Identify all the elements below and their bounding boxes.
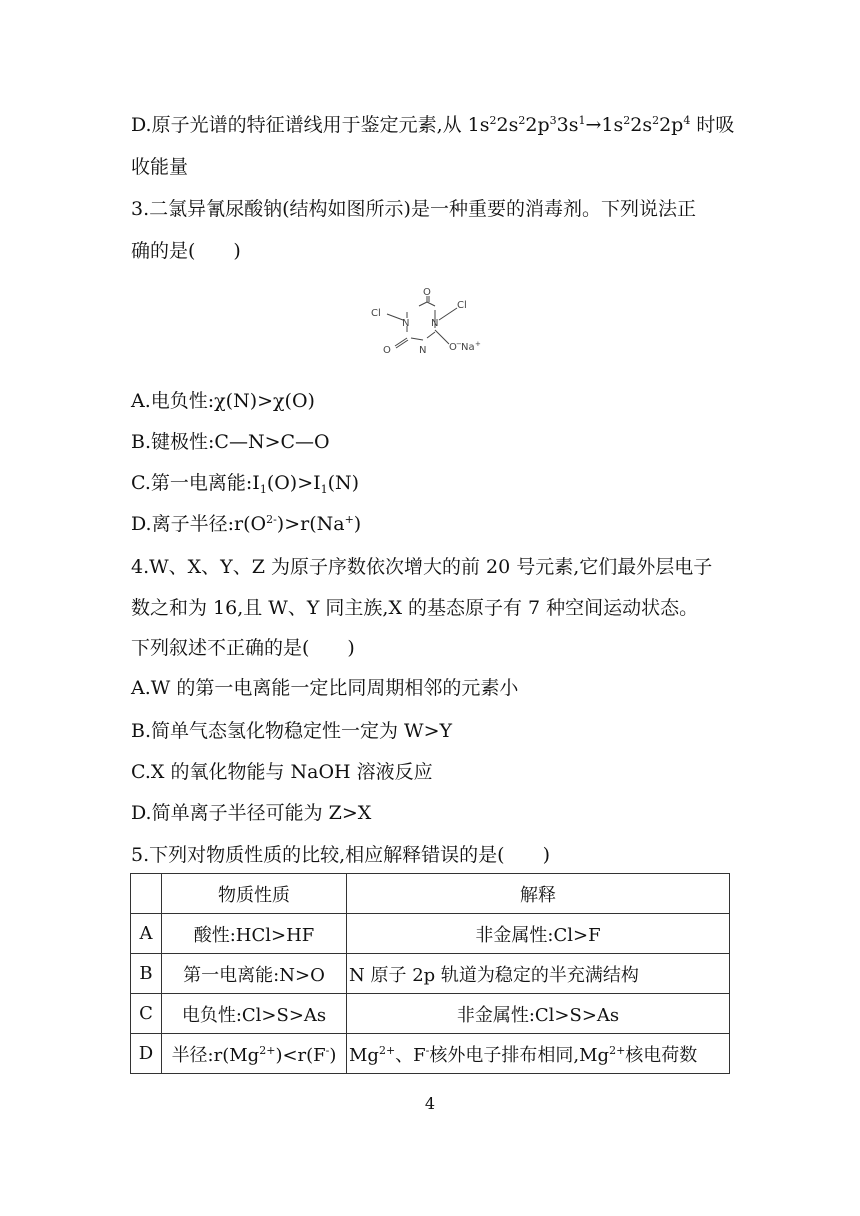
nitrogen-bottom-label: N [419, 345, 427, 356]
q4-stem-line1: 4.W、X、Y、Z 为原子序数依次增大的前 20 号元素,它们最外层电子 [131, 556, 713, 578]
chlorine-right-label: Cl [457, 300, 467, 311]
q3-option-b: B.键极性:C—N>C—O [131, 431, 330, 453]
oxygen-bottom-label: O [383, 345, 391, 356]
nitrogen-left-label: N [402, 318, 410, 329]
dichloroisocyanurate-structure [365, 286, 495, 358]
q3-option-a: A.电负性:χ(N)>χ(O) [131, 390, 315, 412]
option-d-spectrum: D.原子光谱的特征谱线用于鉴定元素,从 $1s^22s^22p^33s^1\to 1s^22s^22p^4$ 时吸 [131, 114, 735, 136]
q3-option-d: D.离子半径$:r(O^{2-})>r(Na^+)$ [131, 513, 362, 535]
table-row [131, 994, 730, 1034]
row-explanation: 非金属性:Cl>F [347, 914, 730, 954]
row-label: B [131, 954, 162, 994]
row-explanation: 非金属性:Cl>S>As [347, 994, 730, 1034]
table-row [131, 1034, 730, 1074]
table-header-cell: 物质性质 [162, 874, 347, 914]
oxygen-top-label: O [423, 287, 431, 298]
oxide-charge: − [456, 340, 462, 348]
row-property: 半径$:r(Mg^{2+})<r(F^-)$ [162, 1034, 347, 1074]
q5-stem: 5.下列对物质性质的比较,相应解释错误的是( ) [131, 844, 550, 866]
q4-option-b: B.简单气态氢化物稳定性一定为 W>Y [131, 720, 453, 742]
q3-option-c: C.第一电离能$:I_1(O)>I_1(N)$ [131, 472, 360, 496]
table-header-cell [131, 874, 162, 914]
q4-option-a: A.W 的第一电离能一定比同周期相邻的元素小 [131, 677, 519, 699]
row-label: A [131, 914, 162, 954]
nitrogen-right-label: N [431, 318, 439, 329]
row-explanation: N 原子 2p 轨道为稳定的半充满结构 [347, 954, 730, 994]
row-label: D [131, 1034, 162, 1074]
oxide-label: O [449, 342, 457, 353]
option-d-spectrum-cont: 收能量 [131, 156, 189, 178]
row-label: C [131, 994, 162, 1034]
q3-stem-line2: 确的是( ) [131, 240, 241, 262]
table-header-cell: 解释 [347, 874, 730, 914]
table-header-row [131, 874, 730, 914]
sodium-charge: + [475, 340, 481, 348]
q4-option-c: C.X 的氧化物能与 NaOH 溶液反应 [131, 761, 433, 783]
q4-stem-line2: 数之和为 16,且 W、Y 同主族,X 的基态原子有 7 种空间运动状态。 [131, 597, 699, 619]
q4-option-d: D.简单离子半径可能为 Z>X [131, 802, 372, 824]
q3-stem-line1: 3.二氯异氰尿酸钠(结构如图所示)是一种重要的消毒剂。下列说法正 [131, 198, 696, 220]
page-number: 4 [424, 1094, 436, 1113]
row-property: 第一电离能:N>O [162, 954, 347, 994]
row-property: 电负性:Cl>S>As [162, 994, 347, 1034]
table-row [131, 914, 730, 954]
comparison-table [130, 873, 730, 1074]
sodium-label: Na [461, 342, 475, 353]
q4-stem-line3: 下列叙述不正确的是( ) [131, 637, 355, 659]
table-row [131, 954, 730, 994]
chlorine-left-label: Cl [371, 308, 381, 319]
row-explanation: $Mg^{2+}$、F-核外电子排布相同$,Mg^{2+}$核电荷数 [347, 1034, 730, 1074]
row-property: 酸性:HCl>HF [162, 914, 347, 954]
